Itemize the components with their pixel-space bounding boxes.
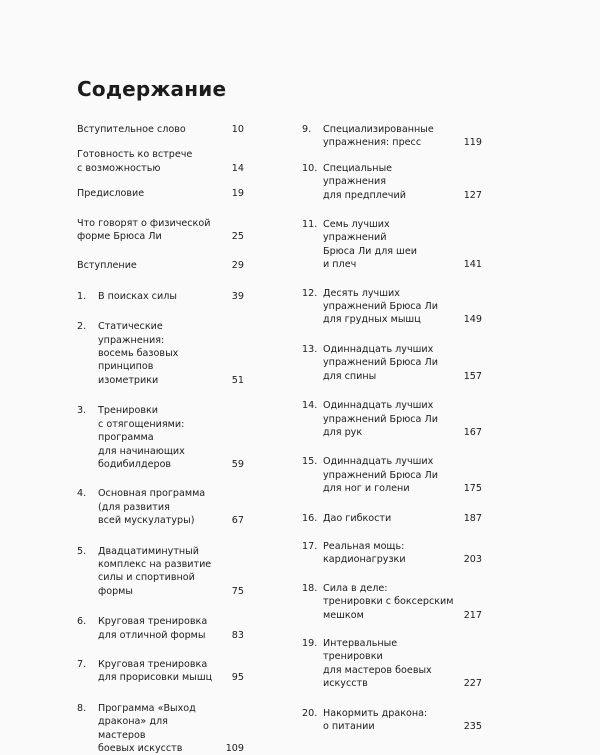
- toc-entry-title: В поисках силы: [98, 290, 177, 302]
- toc-entry-number: 11.: [302, 219, 318, 231]
- toc-entry-page: 217: [463, 609, 482, 621]
- toc-entry-page: 75: [231, 585, 244, 597]
- toc-entry-number: 8.: [77, 702, 87, 714]
- toc-entry[interactable]: [77, 187, 244, 200]
- toc-entry[interactable]: [77, 404, 244, 471]
- toc-entry-page: 187: [463, 512, 482, 524]
- toc-entry-number: 9.: [302, 124, 312, 135]
- toc-entry-title: Реальная мощь: кардионагрузки: [323, 540, 406, 566]
- toc-entry-page: 59: [231, 458, 244, 470]
- toc-entry-title: Двадцатиминутный комплекс на развитие силы и спортивной формы: [98, 545, 212, 597]
- toc-entry[interactable]: [302, 399, 482, 439]
- toc-entry-title: Семь лучших упражнений Брюса Ли для шеи и плеч: [323, 219, 417, 271]
- toc-entry-number: 15.: [302, 456, 318, 468]
- toc-entry[interactable]: [302, 123, 482, 150]
- toc-entry[interactable]: [77, 545, 244, 599]
- toc-entry[interactable]: [77, 658, 244, 685]
- toc-entry-number: 17.: [302, 540, 318, 552]
- toc-entry-page: 67: [231, 515, 244, 527]
- toc-entry-title: Сила в деле: тренировки с боксерским мешком: [323, 582, 454, 621]
- toc-entry-title: Накормить дракона: о питании: [323, 707, 428, 732]
- toc-entry[interactable]: [302, 582, 482, 622]
- toc-entry-number: 16.: [302, 512, 318, 524]
- page-title: Содержание: [77, 77, 227, 102]
- toc-entry-number: 13.: [302, 343, 318, 355]
- toc-left-column: [77, 123, 244, 755]
- toc-entry-title: Предисловие: [77, 188, 145, 200]
- toc-entry[interactable]: [302, 637, 482, 691]
- toc-entry-title: Статические упражнения: восемь базовых принципов изометрики: [98, 321, 179, 386]
- toc-entry[interactable]: [77, 320, 244, 387]
- toc-entry[interactable]: [302, 707, 482, 734]
- toc-entry-title: Круговая тренировка для прорисовки мышц: [98, 658, 213, 684]
- toc-entry-title: Специальные упражнения для предплечий: [323, 162, 406, 201]
- toc-entry-title: Специализированные упражнения: пресс: [323, 124, 434, 149]
- toc-entry-page: 109: [225, 743, 244, 754]
- toc-entry-page: 119: [463, 137, 482, 149]
- toc-entry-page: 51: [231, 374, 244, 386]
- toc-entry[interactable]: [302, 455, 482, 495]
- toc-entry-page: 141: [463, 259, 482, 271]
- toc-entry[interactable]: [77, 290, 244, 303]
- toc-entry-page: 25: [231, 231, 244, 243]
- toc-entry-number: 1.: [77, 290, 87, 302]
- toc-entry-page: 167: [463, 426, 482, 438]
- toc-entry-page: 83: [231, 629, 244, 641]
- toc-entry-page: 157: [463, 370, 482, 382]
- toc-entry-number: 7.: [77, 658, 87, 670]
- toc-entry-page: 19: [231, 188, 244, 200]
- toc-entry-number: 14.: [302, 400, 318, 412]
- toc-entry-title: Круговая тренировка для отличной формы: [98, 616, 208, 641]
- toc-entry-title: Вступительное слово: [77, 124, 186, 135]
- toc-entry-title: Десять лучших упражнений Брюса Ли для грудных мышц: [323, 287, 438, 326]
- toc-entry-page: 14: [231, 162, 244, 174]
- toc-right-column: [302, 123, 482, 733]
- toc-entry-page: 175: [463, 483, 482, 495]
- toc-entry[interactable]: [302, 512, 482, 525]
- toc-entry-page: 149: [463, 314, 482, 326]
- toc-entry-page: 10: [231, 124, 244, 135]
- toc-entry-number: 10.: [302, 162, 318, 174]
- toc-entry[interactable]: [77, 123, 244, 136]
- toc-entry[interactable]: [302, 218, 482, 272]
- toc-entry-page: 95: [231, 672, 244, 684]
- toc-entry-number: 2.: [77, 321, 87, 333]
- toc-entry[interactable]: [77, 702, 244, 755]
- toc-entry-page: 203: [463, 554, 482, 566]
- toc-entry-title: Что говорят о физической форме Брюса Ли: [77, 217, 211, 243]
- toc-entry-title: Интервальные тренировки для мастеров боевых искусств: [323, 637, 432, 690]
- toc-entry-title: Тренировки с отягощениями: программа для начинающих бодибилдеров: [98, 405, 185, 470]
- toc-entry[interactable]: [77, 217, 244, 244]
- toc-entry-title: Одиннадцать лучших упражнений Брюса Ли для рук: [323, 400, 438, 438]
- toc-entry-title: Основная программа (для развития всей мускулатуры): [98, 488, 206, 527]
- toc-entry-number: 20.: [302, 707, 318, 719]
- toc-entry-page: 127: [463, 189, 482, 201]
- toc-entry-number: 19.: [302, 637, 318, 649]
- toc-entry[interactable]: [77, 148, 244, 175]
- toc-entry[interactable]: [77, 487, 244, 527]
- toc-entry[interactable]: [302, 343, 482, 383]
- toc-entry[interactable]: [77, 615, 244, 642]
- toc-entry-title: Вступление: [77, 260, 137, 272]
- toc-entry[interactable]: [302, 540, 482, 567]
- toc-entry-page: 29: [231, 260, 244, 272]
- toc-entry-page: 39: [231, 290, 244, 302]
- toc-entry-title: Одиннадцать лучших упражнений Брюса Ли для ног и голени: [323, 456, 438, 495]
- toc-entry[interactable]: [77, 259, 244, 272]
- toc-entry-number: 6.: [77, 616, 87, 628]
- toc-entry-page: 235: [463, 721, 482, 732]
- toc-entry-number: 12.: [302, 287, 318, 299]
- toc-entry-title: Программа «Выход дракона» для мастеров боевых искусств: [98, 702, 196, 754]
- toc-entry-title: Одиннадцать лучших упражнений Брюса Ли для спины: [323, 343, 438, 382]
- toc-entry[interactable]: [302, 162, 482, 202]
- toc-entry-number: 5.: [77, 545, 87, 557]
- toc-entry-number: 3.: [77, 405, 87, 417]
- toc-entry-number: 4.: [77, 488, 87, 500]
- toc-entry-title: Дао гибкости: [323, 512, 392, 524]
- toc-entry-title: Готовность ко встрече с возможностью: [77, 149, 193, 174]
- toc-entry-page: 227: [463, 678, 482, 690]
- toc-entry[interactable]: [302, 287, 482, 327]
- toc-entry-number: 18.: [302, 582, 318, 594]
